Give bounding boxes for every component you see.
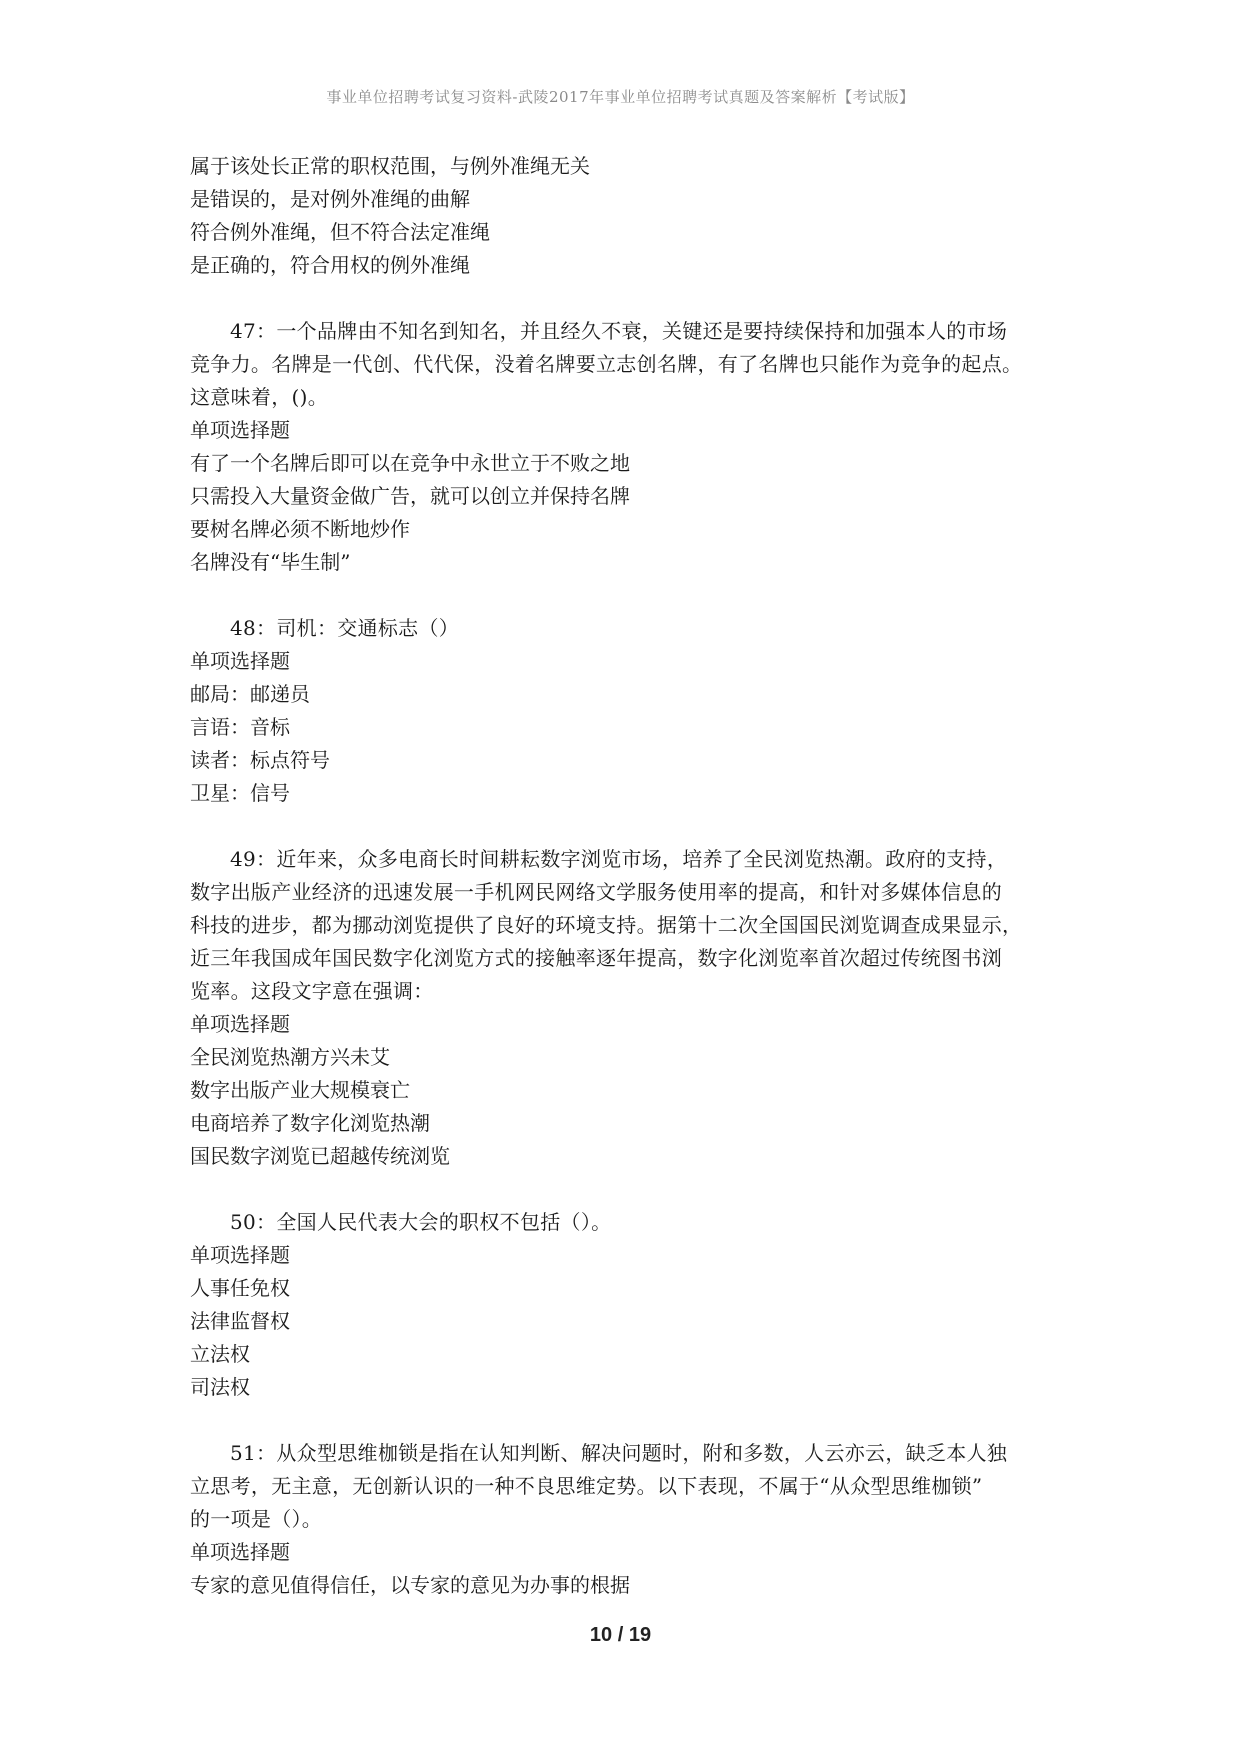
option: 是正确的，符合用权的例外准绳: [190, 253, 470, 277]
option: 专家的意见值得信任，以专家的意见为办事的根据: [190, 1573, 630, 1597]
option: 人事任免权: [190, 1276, 290, 1300]
option: 符合例外准绳，但不符合法定准绳: [190, 220, 490, 244]
option: 全民浏览热潮方兴未艾: [190, 1045, 390, 1069]
stem-line: 立思考，无主意，无创新认识的一种不良思维定势。以下表现，不属于“从众型思维枷锁”: [190, 1474, 983, 1498]
stem-line: 近三年我国成年国民数字化浏览方式的接触率逐年提高，数字化浏览率首次超过传统图书浏: [190, 946, 1002, 970]
question-stem: [190, 843, 1070, 1008]
question-47: [190, 315, 1070, 579]
question-51: [190, 1437, 1070, 1602]
option: 卫星：信号: [190, 781, 290, 805]
option: 立法权: [190, 1342, 250, 1366]
stem-line: 50：全国人民代表大会的职权不包括（）。: [230, 1210, 612, 1234]
stem-line: 数字出版产业经济的迅速发展一手机网民网络文学服务使用率的提高，和针对多媒体信息的: [190, 880, 1002, 904]
option: 名牌没有“毕生制”: [190, 550, 351, 574]
option: 有了一个名牌后即可以在竞争中永世立于不败之地: [190, 451, 630, 475]
option: 只需投入大量资金做广告，就可以创立并保持名牌: [190, 484, 630, 508]
option: 邮局：邮递员: [190, 682, 310, 706]
stem-line: 48：司机：交通标志（）: [230, 616, 460, 640]
option: 是错误的，是对例外准绳的曲解: [190, 187, 470, 211]
question-48: [190, 612, 1070, 810]
stem-line: 这意味着，()。: [190, 385, 329, 409]
page-number: 10 / 19: [589, 1624, 652, 1646]
question-type: 单项选择题: [190, 418, 290, 442]
stem-line: 的一项是（）。: [190, 1507, 323, 1531]
question-stem: [190, 1206, 1070, 1239]
continuation-options: [190, 150, 1070, 282]
option: 法律监督权: [190, 1309, 290, 1333]
option: 属于该处长正常的职权范围，与例外准绳无关: [190, 154, 590, 178]
stem-line: 览率。这段文字意在强调：: [190, 979, 434, 1003]
option: 国民数字浏览已超越传统浏览: [190, 1144, 450, 1168]
option: 电商培养了数字化浏览热潮: [190, 1111, 430, 1135]
stem-line: 51：从众型思维枷锁是指在认知判断、解决问题时，附和多数，人云亦云，缺乏本人独: [230, 1441, 1008, 1465]
stem-line: 竞争力。名牌是一代创、代代保，没着名牌要立志创名牌，有了名牌也只能作为竞争的起点。: [190, 352, 1023, 376]
stem-line: 47：一个品牌由不知名到知名，并且经久不衰，关键还是要持续保持和加强本人的市场: [230, 319, 1008, 343]
question-stem: [190, 1437, 1070, 1536]
option: 要树名牌必须不断地炒作: [190, 517, 410, 541]
stem-line: 49：近年来，众多电商长时间耕耘数字浏览市场，培养了全民浏览热潮。政府的支持，: [230, 847, 1008, 871]
question-type: 单项选择题: [190, 1243, 290, 1267]
page-content: [190, 150, 1070, 1602]
option: 读者：标点符号: [190, 748, 330, 772]
page-header: 事业单位招聘考试复习资料-武陵2017年事业单位招聘考试真题及答案解析【考试版】: [326, 88, 915, 106]
option: 数字出版产业大规模衰亡: [190, 1078, 410, 1102]
question-type: 单项选择题: [190, 649, 290, 673]
question-50: [190, 1206, 1070, 1404]
stem-line: 科技的进步，都为挪动浏览提供了良好的环境支持。据第十二次全国国民浏览调查成果显示，: [190, 913, 1023, 937]
question-stem: [190, 315, 1070, 414]
question-type: 单项选择题: [190, 1012, 290, 1036]
option: 言语：音标: [190, 715, 290, 739]
question-stem: [190, 612, 1070, 645]
question-type: 单项选择题: [190, 1540, 290, 1564]
option: 司法权: [190, 1375, 250, 1399]
question-49: [190, 843, 1070, 1173]
